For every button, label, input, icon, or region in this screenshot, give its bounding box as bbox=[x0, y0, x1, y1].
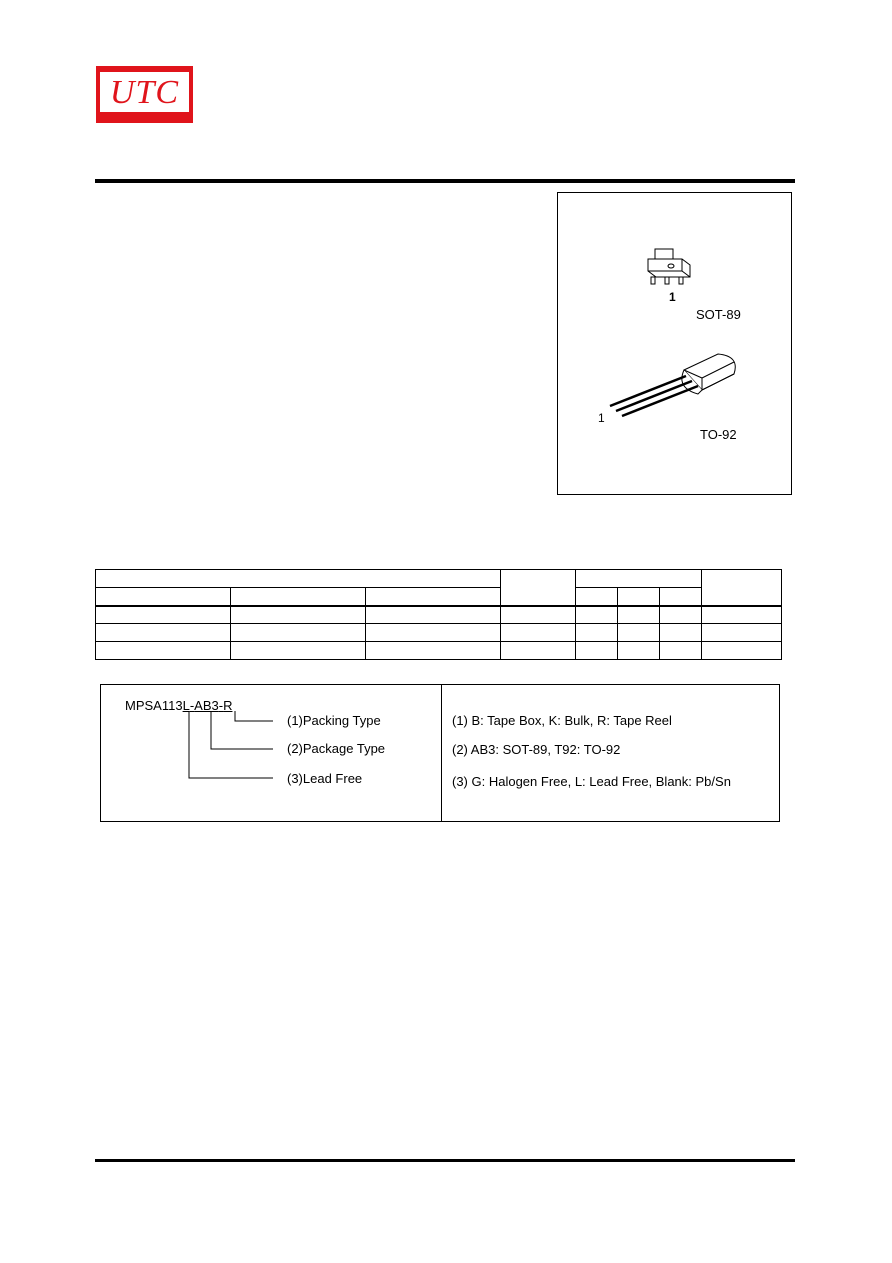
table-row bbox=[96, 624, 782, 642]
table-subheader-cell bbox=[96, 588, 231, 606]
code-sep2: - bbox=[218, 698, 224, 713]
package-type-label: (2)Package Type bbox=[287, 741, 386, 756]
table-header-cell bbox=[576, 570, 702, 588]
decode-divider bbox=[441, 685, 442, 821]
table-header-cell bbox=[501, 570, 576, 606]
code-sep1: - bbox=[189, 698, 195, 713]
footer-rule bbox=[95, 1159, 795, 1162]
table-row bbox=[96, 606, 782, 624]
to92-pin1-label: 1 bbox=[598, 411, 605, 425]
packing-type-label: (1)Packing Type bbox=[287, 713, 381, 728]
package-outline-box bbox=[557, 192, 792, 495]
lead-free-note: (3) G: Halogen Free, L: Lead Free, Blank: Pb/Sn bbox=[452, 774, 731, 789]
utc-logo bbox=[96, 66, 193, 123]
logo-inner bbox=[100, 72, 189, 112]
ordering-information-table bbox=[95, 569, 782, 660]
table-row bbox=[96, 642, 782, 660]
part-number-decode-box bbox=[100, 684, 780, 822]
lead-free-label: (3)Lead Free bbox=[287, 771, 363, 786]
code-packing: R bbox=[223, 698, 233, 713]
code-package: AB3 bbox=[194, 698, 219, 713]
decode-leader-lines bbox=[101, 685, 441, 821]
packing-type-note: (1) B: Tape Box, K: Bulk, R: Tape Reel bbox=[452, 713, 672, 728]
sot89-pin1-label: 1 bbox=[669, 290, 676, 304]
to92-package-icon bbox=[606, 348, 746, 423]
sot89-package-icon bbox=[638, 243, 708, 293]
sot89-label: SOT-89 bbox=[696, 307, 741, 322]
header-rule bbox=[95, 179, 795, 183]
code-prefix: MPSA113 bbox=[125, 698, 183, 713]
logo-text: UTC bbox=[109, 74, 180, 111]
code-lead-free: L bbox=[182, 698, 190, 713]
table-header-cell bbox=[96, 570, 501, 588]
table-subheader-cell bbox=[660, 588, 702, 606]
table-subheader-cell bbox=[618, 588, 660, 606]
table-header-cell bbox=[702, 570, 782, 606]
package-type-note: (2) AB3: SOT-89, T92: TO-92 bbox=[452, 742, 621, 757]
table-subheader-cell bbox=[231, 588, 366, 606]
table-subheader-cell bbox=[366, 588, 501, 606]
table-subheader-cell bbox=[576, 588, 618, 606]
to92-label: TO-92 bbox=[700, 427, 737, 442]
